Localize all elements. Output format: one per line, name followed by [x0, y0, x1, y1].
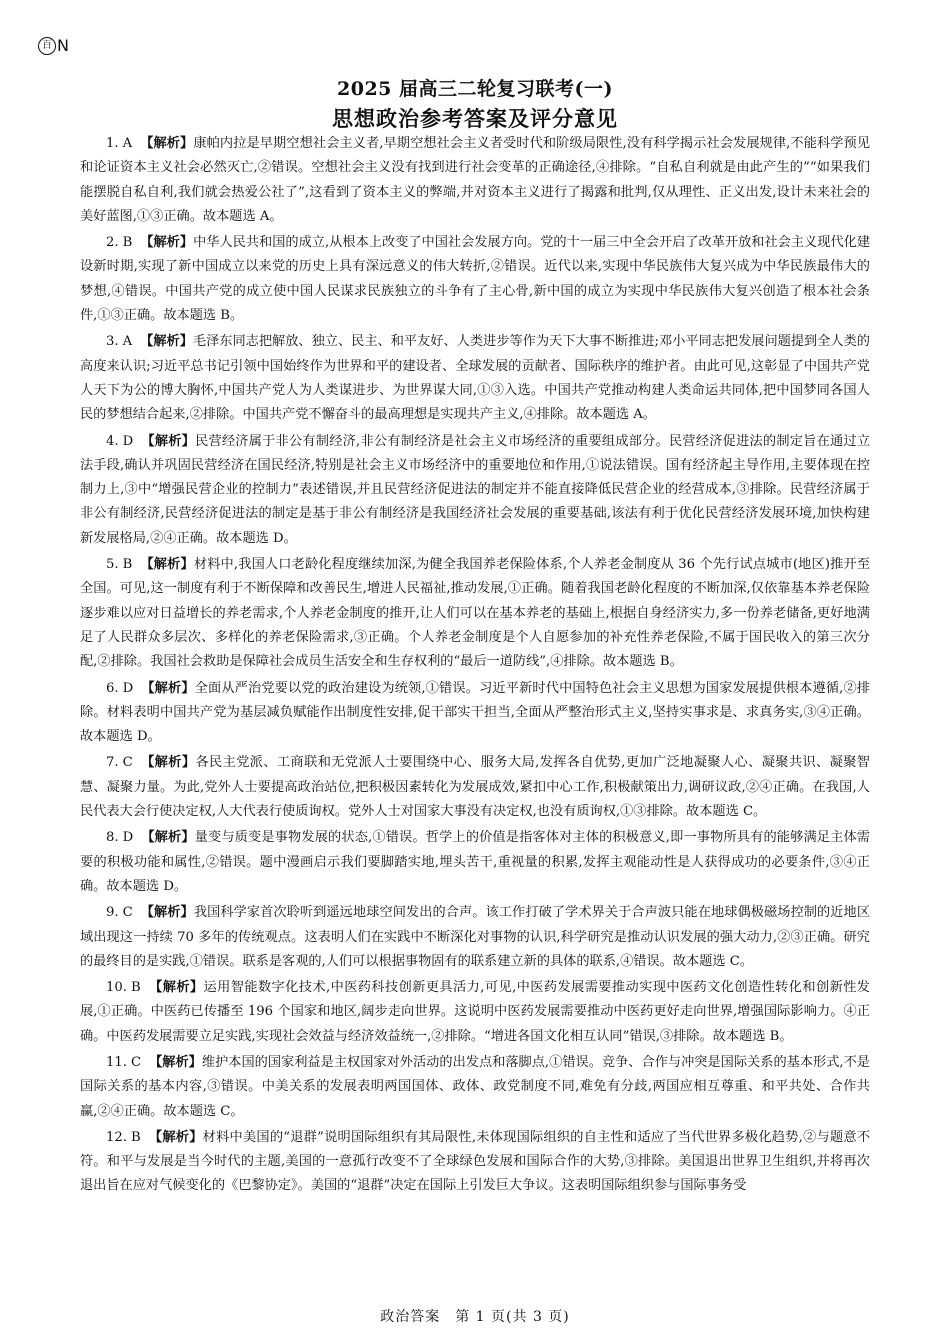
analysis-tag: 【解析】	[140, 905, 194, 921]
item-text: 我国科学家首次聆听到遥远地球空间发出的合声。该工作打破了学术界关于合声波只能在地球偶极磁场控制的近地区域出现这一持续 70 多年的传统观点。这表明人们在实践中不断深化对事物的认识,科学研究是推动认识发展的强大动力,②③正确。研究的最终目的是实践,①错误。联系是客观的,人们可以根据事物固有的联系建立新的具体的联系,④错误。故本题选 C。	[80, 905, 871, 969]
answer-item	[80, 1126, 870, 1199]
item-answer: C	[130, 1054, 142, 1070]
analysis-tag: 【解析】	[141, 830, 195, 846]
item-text: 维护本国的国家利益是主权国家对外活动的出发点和落脚点,①错误。竞争、合作与冲突是国际关系的基本形式,不是国际关系的基本内容,③错误。中美关系的发展表明两国国体、政体、政党制度不同,难免有分歧,两国应相互尊重、和平共处、合作共赢,②④正确。故本题选 C。	[80, 1054, 870, 1119]
circle-badge: 百	[38, 37, 56, 55]
analysis-tag: 【解析】	[149, 1054, 202, 1070]
analysis-tag: 【解析】	[148, 1129, 203, 1145]
item-number: 12.	[106, 1129, 127, 1145]
item-answer: B	[130, 980, 141, 996]
corner-letter: N	[57, 36, 69, 55]
answer-item	[80, 976, 870, 1049]
answer-item	[80, 826, 870, 899]
analysis-tag: 【解析】	[141, 433, 196, 449]
item-number: 5.	[106, 557, 119, 573]
item-answer: A	[122, 334, 133, 350]
analysis-tag: 【解析】	[141, 680, 195, 696]
item-text: 量变与质变是事物发展的状态,①错误。哲学上的价值是指客体对主体的积极意义,即一事物所具有的能够满足主体需要的积极功能和属性,②错误。题中漫画启示我们要脚踏实地,埋头苦干,重视量的积累,发挥主观能动性是人获得成功的必要条件,③④正确。故本题选 D。	[80, 830, 870, 894]
item-answer: D	[122, 433, 134, 449]
item-answer: A	[122, 136, 133, 151]
answer-item	[80, 1051, 870, 1124]
item-number: 11.	[106, 1054, 127, 1070]
item-number: 2.	[106, 235, 119, 251]
item-text: 中华人民共和国的成立,从根本上改变了中国社会发展方向。党的十一届三中全会开启了改革开放和社会主义现代化建设新时期,实现了新中国成立以来党的历史上具有深远意义的伟大转折,②错误。近代以来,实现中华民族伟大复兴成为中华民族最伟大的梦想,④错误。中国共产党的成立使中国人民谋求民族独立的斗争有了主心骨,新中国的成立为实现中华民族伟大复兴创造了根本社会条件,①③正确。故本题选 B。	[80, 235, 871, 324]
answer-item	[80, 553, 870, 674]
analysis-tag: 【解析】	[140, 557, 194, 573]
item-number: 3.	[106, 334, 119, 350]
item-number: 1.	[106, 136, 119, 151]
analysis-tag: 【解析】	[148, 980, 204, 996]
item-text: 毛泽东同志把解放、独立、民主、和平友好、人类进步等作为天下大事不断推进;邓小平同志把发展问题提到全人类的高度来认识;习近平总书记引领中国始终作为世界和平的建设者、全球发展的贡献者、国际秩序的维护者。由此可见,这彰显了中国共产党人天下为公的博大胸怀,中国共产党人为人类谋进步、为世界谋大同,①③入选。中国共产党推动构建人类命运共同体,把中国梦同各国人民的梦想结合起来,②排除。中国共产党不懈奋斗的最高理想是实现共产主义,④排除。故本题选 A。	[80, 334, 870, 423]
item-text: 全面从严治党要以党的政治建设为统领,①错误。习近平新时代中国特色社会主义思想为国家发展提供根本遵循,②排除。材料表明中国共产党为基层减负赋能作出制度性安排,促干部实干担当,全面从严整治形式主义,坚持实事求是、求真务实,③④正确。故本题选 D。	[80, 680, 870, 745]
item-number: 7.	[106, 755, 119, 771]
answer-list	[80, 132, 870, 1201]
item-number: 6.	[106, 680, 119, 696]
item-text: 材料中,我国人口老龄化程度继续加深,为健全我国养老保险体系,个人养老金制度从 36 个先行试点城市(地区)推开至全国。可见,这一制度有利于不断保障和改善民生,增进人民福祉,推动发展,①正确。随着我国老龄化程度的不断加深,仅依靠基本养老保险逐步难以应对日益增长的养老需求,个人养老金制度的推开,让人们可以在基本养老的基础上,根据自身经济实力,多一份养老储备,更好地满足了人民群众多层次、多样化的养老保险需求,③正确。个人养老金制度是个人自愿参加的补充性养老保险,不属于国民收入的第三次分配,②排除。我国社会救助是保障社会成员生活安全和生存权利的“最后一道防线”,④排除。故本题选 B。	[80, 557, 871, 670]
item-answer: D	[122, 830, 134, 846]
analysis-tag: 【解析】	[140, 136, 194, 151]
analysis-tag: 【解析】	[140, 235, 194, 251]
item-answer: B	[122, 557, 133, 573]
page-title: 2025 届高三二轮复习联考(一)	[337, 78, 613, 100]
analysis-tag: 【解析】	[140, 334, 193, 350]
item-text: 各民主党派、工商联和无党派人士要围绕中心、服务大局,发挥各自优势,更加广泛地凝聚人心、凝聚共识、凝聚智慧、凝聚力量。为此,党外人士要提高政治站位,把积极因素转化为发展成效,紧扣中心工作,积极献策出力,调研议政,②④正确。在我国,人民代表大会行使决定权,人大代表行使质询权。党外人士对国家大事没有决定权,也没有质询权,①③排除。故本题选 C。	[80, 755, 870, 820]
answer-item	[80, 677, 870, 750]
page-subtitle: 思想政治参考答案及评分意见	[332, 107, 618, 131]
answer-item	[80, 751, 870, 824]
item-text: 民营经济属于非公有制经济,非公有制经济是社会主义市场经济的重要组成部分。民营经济促进法的制定旨在通过立法手段,确认并巩固民营经济在国民经济,特别是社会主义市场经济中的重要地位和作用,①说法错误。国有经济起主导作用,主要体现在控制力上,③中“增强民营企业的控制力”表述错误,并且民营经济促进法的制定并不能直接降低民营企业的经营成本,③排除。民营经济属于非公有制经济,民营经济促进法的制定是基于非公有制经济是我国经济社会发展的重要基础,该法有利于优化民营经济发展环境,加快构建新发展格局,②④正确。故本题选 D。	[80, 433, 871, 546]
answer-item	[80, 901, 870, 974]
item-number: 10.	[106, 980, 127, 996]
analysis-tag: 【解析】	[140, 755, 196, 771]
answer-item	[80, 231, 870, 328]
page-footer: 政治答案 第 1 页(共 3 页)	[380, 1309, 570, 1325]
item-text: 运用智能数字化技术,中医药科技创新更具活力,可见,中医药发展需要推动实现中医药文化创造性转化和创新性发展,①正确。中医药已传播至 196 个国家和地区,阔步走向世界。这说明中医药发展需要推动中医药更好走向世界,增强国际影响力。④正确。中医药发展需要立足实践,实现社会效益与经济效益统一,②排除。“增进各国文化相互认同”错误,③排除。故本题选 B。	[80, 980, 870, 1044]
item-number: 4.	[106, 433, 119, 449]
answer-item	[80, 430, 870, 551]
item-answer: B	[122, 235, 133, 251]
item-answer: B	[130, 1129, 141, 1145]
item-text: 材料中美国的“退群”说明国际组织有其局限性,未体现国际组织的自主性和适应了当代世界多极化趋势,②与题意不符。和平与发展是当今时代的主题,美国的一意孤行改变不了全球绿色发展和国际合作的大势,③排除。美国退出世界卫生组织,并将再次退出旨在应对气候变化的《巴黎协定》。美国的“退群”决定在国际上引发巨大争议。这表明国际组织参与国际事务受	[80, 1129, 871, 1194]
answer-item	[80, 330, 870, 427]
item-number: 8.	[106, 830, 119, 846]
item-answer: C	[122, 755, 133, 771]
item-number: 9.	[106, 905, 119, 921]
item-text: 康帕内拉是早期空想社会主义者,早期空想社会主义者受时代和阶级局限性,没有科学揭示社会发展规律,不能科学预见和论证资本主义社会必然灭亡,②错误。空想社会主义没有找到进行社会变革的正确途径,④排除。“自私自利就是由此产生的”“如果我们能摆脱自私自利,我们就会热爱公社了”,这看到了资本主义的弊端,并对资本主义进行了揭露和批判,仅从理性、正义出发,设计未来社会的美好蓝图,①③正确。故本题选 A。	[80, 136, 871, 224]
item-answer: C	[122, 905, 133, 921]
corner-mark	[38, 36, 69, 55]
answer-item	[80, 132, 870, 229]
item-answer: D	[122, 680, 134, 696]
